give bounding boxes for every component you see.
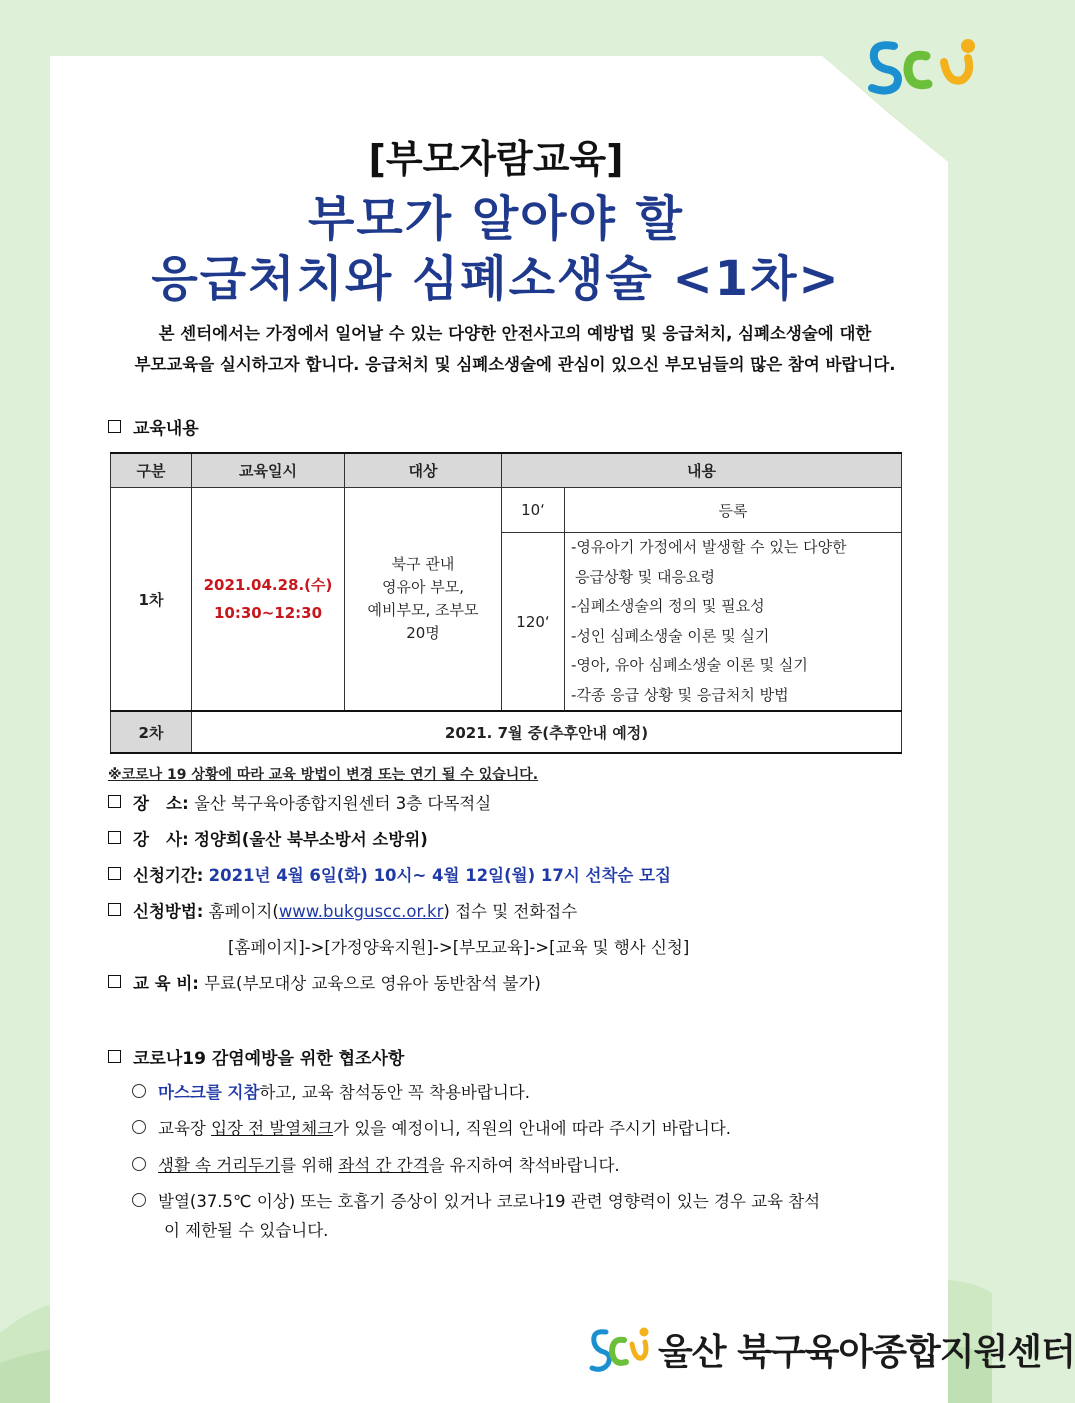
round-label: 1차 xyxy=(111,488,192,712)
covid-notice: ※코로나 19 상황에 따라 교육 방법이 변경 또는 연기 될 수 있습니다. xyxy=(108,767,539,783)
covid-item-3: 생활 속 거리두기를 위해 좌석 간 간격을 유지하여 착석바랍니다. xyxy=(132,1152,620,1176)
info-place: 장 소: 울산 북구육아종합지원센터 3층 다목적실 xyxy=(108,790,491,814)
list-item: 응급상황 및 대응요령 xyxy=(575,567,715,586)
table-row xyxy=(111,488,902,533)
list-item: -성인 심폐소생술 이론 및 실기 xyxy=(571,626,770,645)
header-cell: 교육일시 xyxy=(192,453,345,488)
covid-item-1: 마스크를 지참하고, 교육 참석동안 꼭 착용바랍니다. xyxy=(132,1079,530,1103)
header-cell: 내용 xyxy=(502,453,902,488)
target-line: 예비부모, 조부모 xyxy=(367,601,479,619)
round-date: 2021.04.28.(수) xyxy=(203,576,333,594)
circle-bullet-icon xyxy=(132,1157,146,1171)
center-logo-icon xyxy=(590,1322,650,1378)
slot-duration: 120‘ xyxy=(502,533,565,712)
checkbox-square-icon xyxy=(108,867,121,880)
info-instructor: 강 사: 정양희(울산 북부소방서 소방위) xyxy=(108,826,428,850)
slot-content: 등록 xyxy=(565,488,902,533)
checkbox-square-icon xyxy=(108,831,121,844)
intro-line-2: 부모교육을 실시하고자 합니다. 응급처치 및 심폐소생술에 관심이 있으신 부모님들의 많은 참여 바랍니다. xyxy=(134,355,896,374)
header-cell: 대상 xyxy=(345,453,502,488)
covid-item-4: 발열(37.5℃ 이상) 또는 호흡기 증상이 있거나 코로나19 관련 영향력이 있는 경우 교육 참석 xyxy=(132,1188,820,1212)
homepage-link[interactable]: www.bukguscc.or.kr xyxy=(278,902,444,921)
title-line-1: 부모가 알아야 할 xyxy=(308,191,684,247)
round-label: 2차 xyxy=(111,711,192,753)
round-target xyxy=(345,488,502,712)
checkbox-square-icon xyxy=(108,420,121,433)
covid-item-4-cont: 이 제한될 수 있습니다. xyxy=(164,1221,329,1240)
info-fee: 교 육 비: 무료(부모대상 교육으로 영유아 동반참석 불가) xyxy=(108,970,541,994)
target-line: 영유아 부모, xyxy=(382,578,464,596)
list-item: -영유아기 가정에서 발생할 수 있는 다양한 xyxy=(571,538,847,556)
slot-duration: 10‘ xyxy=(502,488,565,533)
checkbox-square-icon xyxy=(108,795,121,808)
program-category: [부모자람교육] xyxy=(368,137,624,181)
info-method: 신청방법: 홈페이지(www.bukguscc.or.kr) 접수 및 전화접수 xyxy=(108,898,577,922)
header-cell: 구분 xyxy=(111,453,192,488)
education-schedule-table xyxy=(110,452,902,754)
target-line: 북구 관내 xyxy=(391,555,455,573)
info-method-path: [홈페이지]->[가정양육지원]->[부모교육]->[교육 및 행사 신청] xyxy=(228,938,690,957)
slot-content-list xyxy=(565,533,902,712)
list-item: -심폐소생술의 정의 및 필요성 xyxy=(571,597,765,615)
circle-bullet-icon xyxy=(132,1193,146,1207)
covid-item-2: 교육장 입장 전 발열체크가 있을 예정이니, 직원의 안내에 따라 주시기 바랍니다. xyxy=(132,1115,731,1139)
section-heading-content: 교육내용 xyxy=(108,414,199,439)
organization-name: 울산 북구육아종합지원센터 xyxy=(658,1332,1075,1373)
list-item: -영아, 유아 심폐소생술 이론 및 실기 xyxy=(571,656,808,674)
round-datetime xyxy=(192,488,345,712)
target-line: 20명 xyxy=(406,624,440,642)
section-heading-covid: 코로나19 감염예방을 위한 협조사항 xyxy=(108,1044,404,1069)
checkbox-square-icon xyxy=(108,975,121,988)
circle-bullet-icon xyxy=(132,1084,146,1098)
list-item: -각종 응급 상황 및 응급처치 방법 xyxy=(571,685,789,704)
intro-line-1: 본 센터에서는 가정에서 일어날 수 있는 다양한 안전사고의 예방법 및 응급처치, 심폐소생술에 대한 xyxy=(158,324,872,343)
round-time: 10:30~12:30 xyxy=(213,604,323,622)
table-row xyxy=(111,711,902,753)
checkbox-square-icon xyxy=(108,1050,121,1063)
round2-content: 2021. 7월 중(추후안내 예정) xyxy=(192,711,902,753)
info-period: 신청기간: 2021년 4월 6일(화) 10시~ 4월 12일(월) 17시 선착순 모집 xyxy=(108,862,671,886)
checkbox-square-icon xyxy=(108,903,121,916)
center-logo-icon xyxy=(864,32,980,98)
circle-bullet-icon xyxy=(132,1120,146,1134)
title-line-2: 응급처치와 심폐소생술 <1차> xyxy=(151,251,841,307)
intro-paragraph xyxy=(110,318,920,380)
table-header-row xyxy=(111,453,902,488)
